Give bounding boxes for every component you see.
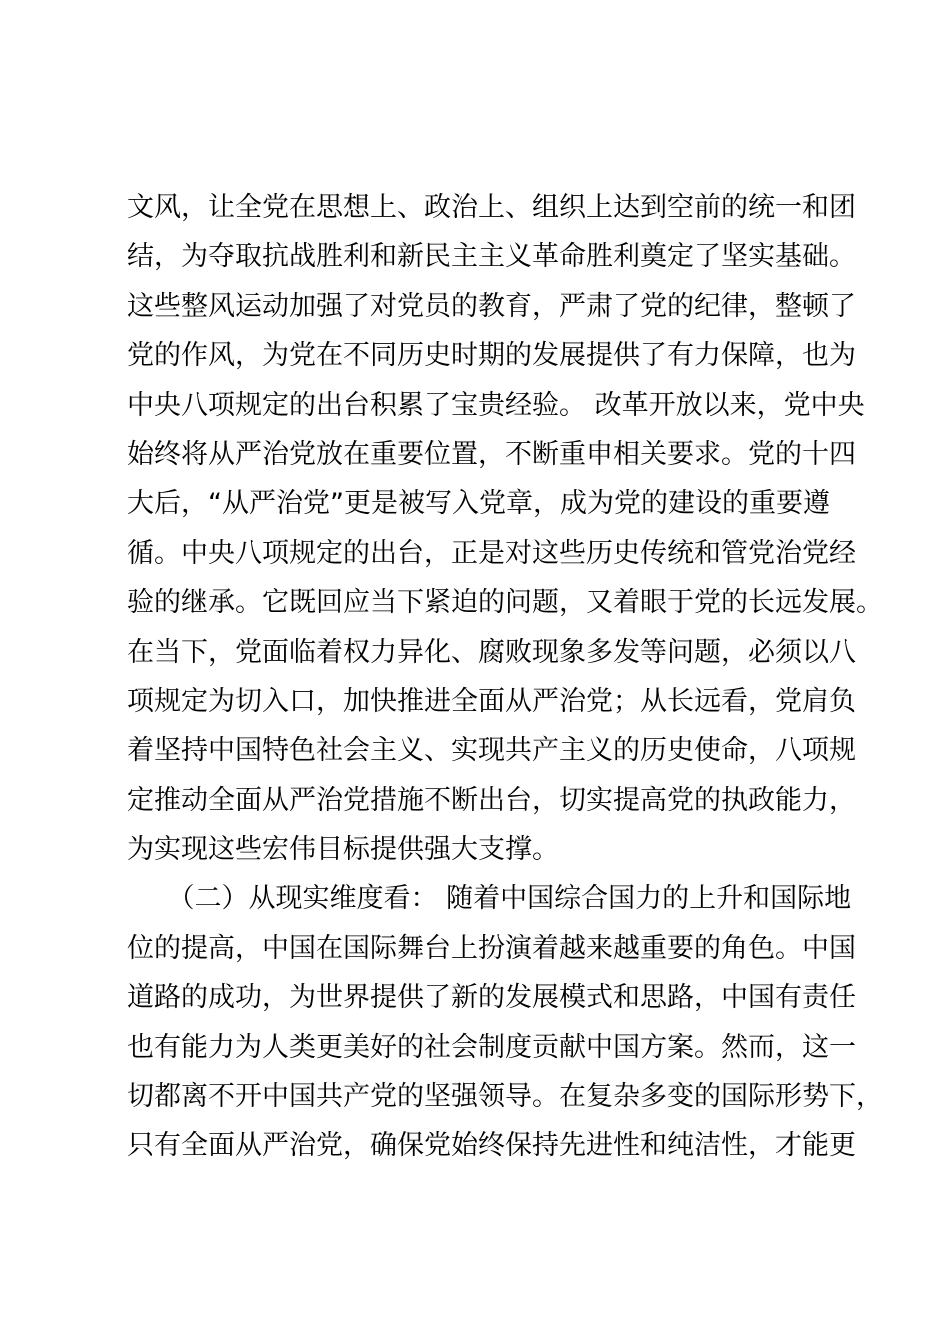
text-line: 也有能力为人类更美好的社会制度贡献中国方案。然而，这一 (127, 1031, 856, 1063)
text-line: 文风，让全党在思想上、政治上、组织上达到空前的统一和团 (127, 192, 856, 223)
text-line: （二）从现实维度看： 随着中国综合国力的上升和国际地 (127, 883, 852, 915)
text-line: 验的继承。它既回应当下紧迫的问题，又着眼于党的长远发展。 (127, 587, 883, 619)
text-line: 道路的成功，为世界提供了新的发展模式和思路，中国有责任 (127, 982, 856, 1014)
text-line: 这些整风运动加强了对党员的教育，严肃了党的纪律，整顿了 (127, 290, 856, 322)
text-line: 着坚持中国特色社会主义、实现共产主义的历史使命，八项规 (127, 735, 856, 767)
text-line: 只有全面从严治党，确保党始终保持先进性和纯洁性，才能更 (127, 1130, 856, 1162)
text-line: 大后，“从严治党”更是被写入党章，成为党的建设的重要遵 (127, 488, 830, 520)
text-line: 定推动全面从严治党措施不断出台，切实提高党的执政能力， (127, 784, 856, 816)
text-line: 中央八项规定的出台积累了宝贵经验。 改革开放以来，党中央 (127, 389, 865, 421)
text-line: 项规定为切入口，加快推进全面从严治党；从长远看，党肩负 (127, 685, 856, 717)
text-line: 为实现这些宏伟目标提供强大支撑。 (127, 834, 559, 866)
text-line: 切都离不开中国共产党的坚强领导。在复杂多变的国际形势下， (127, 1081, 883, 1113)
text-line: 始终将从严治党放在重要位置，不断重申相关要求。党的十四 (127, 438, 856, 470)
text-line: 在当下，党面临着权力异化、腐败现象多发等问题，必须以八 (127, 636, 856, 668)
body-text (127, 183, 883, 1171)
text-line: 结，为夺取抗战胜利和新民主主义革命胜利奠定了坚实基础。 (127, 241, 856, 273)
text-line: 党的作风，为党在不同历史时期的发展提供了有力保障，也为 (127, 340, 856, 372)
text-line: 位的提高，中国在国际舞台上扮演着越来越重要的角色。中国 (127, 932, 856, 964)
text-line: 循。中央八项规定的出台，正是对这些历史传统和管党治党经 (127, 537, 856, 569)
